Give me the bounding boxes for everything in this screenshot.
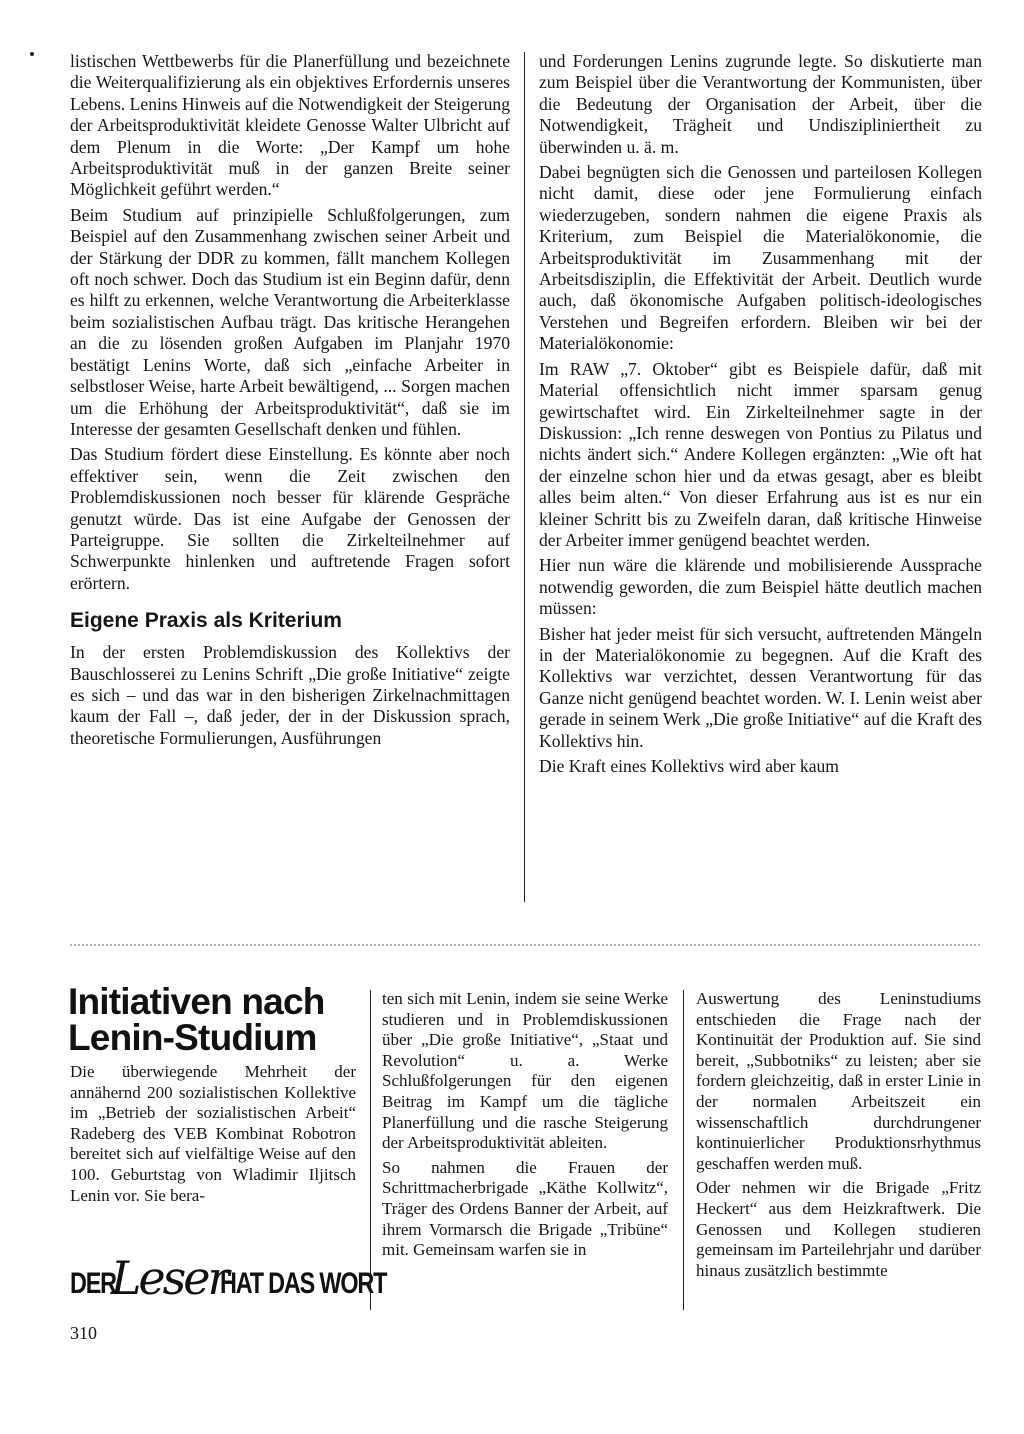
- paragraph: Das Studium fördert diese Einstellung. Es könnte aber noch effektiver sein, wenn die Zeit zwischen den Problemdiskussionen noch besser für klärende Gespräche genutzt würde. Das ist eine Aufgabe der Genossen der Parteigruppe. Sie sollten die Zirkelteilnehmer auf Schwerpunkte hinlenken und auftretende Fragen sofort erörtern.: [70, 444, 510, 593]
- paragraph: Auswertung des Leninstudiums entschieden die Frage nach der Kontinuität der Produktion auf. Sie sind bereit, „Subbotniks“ zu leisten; aber sie fordern gleichzeitig, daß in erster Linie in der normalen Arbeitszeit ein wissenschaftlich durchdrungener kontinuierlicher Produktionsrhythmus geschaffen werden muß.: [696, 989, 981, 1173]
- logo-text-hat-das-wort: HAT DAS WORT: [220, 1267, 387, 1300]
- upper-article-column-2: [539, 51, 982, 777]
- logo-script-leser: Leser: [110, 1251, 227, 1305]
- lower-article-column-3: [696, 989, 981, 1285]
- paragraph: ten sich mit Lenin, indem sie seine Werke studieren und in Problemdiskussionen über „Die große Initiative“, „Staat und Revolution“ u. a. Werke Schlußfolgerungen für den eigenen Beitrag im Kampf um die tägliche Planerfüllung und die rasche Steigerung der Arbeitsproduktivität ableiten.: [382, 989, 668, 1153]
- article-headline: Initiativen nach Lenin-Studium: [68, 981, 325, 1058]
- paragraph: listischen Wettbewerbs für die Planerfüllung und bezeichnete die Weiterqualifizierung als ein objektives Erfordernis unseres Lebens. Lenins Hinweis auf die Notwendigkeit der Steigerung der Arbeitsproduktivität kleidete Genosse Walter Ulbricht auf dem Plenum in die Worte: „Der Kampf um hohe Arbeitsproduktivität muß in der ganzen Breite seiner Möglichkeit geführt werden.“: [70, 51, 510, 200]
- paragraph: Oder nehmen wir die Brigade „Fritz Heckert“ aus dem Heizkraftwerk. Die Genossen und Kollegen studieren gemeinsam im Parteilehrjahr und darüber hinaus zusätzlich bestimmte: [696, 1178, 981, 1280]
- section-subheading: Eigene Praxis als Kriterium: [70, 609, 342, 633]
- column-divider: [524, 52, 525, 902]
- section-separator: [70, 944, 980, 946]
- paragraph: Dabei begnügten sich die Genossen und parteilosen Kollegen nicht damit, diese oder jene Formulierung einfach wiederzugeben, sondern nahmen die eigene Praxis als Kriterium, zum Beispiel die Materialökonomie, die Arbeitsproduktivität im Zusammenhang mit der Arbeitsdisziplin, die Effektivität der Arbeit. Deutlich wurde auch, daß ökonomische Aufgaben politisch-ideologisches Verstehen und Begreifen erfordern. Bleiben wir bei der Materialökonomie:: [539, 162, 982, 354]
- margin-dot: [30, 52, 34, 56]
- logo-text-der: DER: [70, 1267, 116, 1300]
- column-divider: [683, 990, 684, 1310]
- paragraph: Beim Studium auf prinzipielle Schlußfolgerungen, zum Beispiel auf den Zusammenhang zwischen seiner Arbeit und der Stärkung der DDR zu kommen, fällt manchem Kollegen oft noch schwer. Doch das Studium ist ein Beginn dafür, denn es hilft zu erkennen, welche Verantwortung die Arbeiterklasse beim sozialistischen Aufbau trägt. Das kritische Herangehen an die zu lösenden großen Aufgaben im Planjahr 1970 bestätigt Lenins Worte, daß sich „einfache Arbeiter in selbstloser Weise, harte Arbeit bewältigend, ... Sorgen machen um die Erhöhung der Arbeitsproduktivität“, daß sie im Interesse der gesamten Gesellschaft denken und fühlen.: [70, 204, 510, 439]
- paragraph: Im RAW „7. Oktober“ gibt es Beispiele dafür, daß mit Material offensichtlich nicht immer sparsam genug gewirtschaftet wird. Ein Zirkelteilnehmer sagte in der Diskussion: „Ich renne deswegen von Pontius zu Pilatus und nichts ändert sich.“ Andere Kollegen ergänzten: „Wie oft hat der einzelne schon hier und da etwas gesagt, aber es bleibt alles beim alten.“ Von dieser Erfahrung aus ist es nur ein kleiner Schritt bis zu Zweifeln daran, daß kritische Hinweise der Arbeiter immer genügend beachtet werden.: [539, 358, 982, 550]
- paragraph: Bisher hat jeder meist für sich versucht, auftretenden Mängeln in der Materialökonomie zu begegnen. Auf die Kraft des Kollektivs war verzichtet, dessen Verantwortung für das Ganze nicht genügend beachtet worden. W. I. Lenin weist aber gerade in seinem Werk „Die große Initiative“ auf die Kraft des Kollektivs hin.: [539, 623, 982, 751]
- page-number: 310: [70, 1323, 97, 1343]
- paragraph: In der ersten Problemdiskussion des Kollektivs der Bauschlosserei zu Lenins Schrift „Die große Initiative“ zeigte es sich – und das war in den bisherigen Zirkelnachmittagen kaum der Fall –, daß jeder, der in der Diskussion sprach, theoretische Formulierungen, Ausführungen: [70, 642, 510, 748]
- lower-article-column-1: [70, 1062, 356, 1210]
- paragraph: Die Kraft eines Kollektivs wird aber kaum: [539, 756, 839, 776]
- paragraph: und Forderungen Lenins zugrunde legte. So diskutierte man zum Beispiel über die Verantwortung der Kommunisten, über die Bedeutung der Organisation der Arbeit, über die Notwendigkeit, Trägheit und Undiszipliniertheit zu überwinden u. ä. m.: [539, 51, 982, 157]
- paragraph: Die überwiegende Mehrheit der annähernd 200 sozialistischen Kollektive im „Betrieb der sozialistischen Arbeit“ Radeberg des VEB Kombinat Robotron bereitet sich auf vielfältige Weise auf den 100. Geburtstag von Wladimir Iljitsch Lenin vor. Sie bera-: [70, 1062, 356, 1205]
- upper-article-column-1: [70, 51, 510, 749]
- lower-article-column-2: [382, 989, 668, 1265]
- column-divider: [370, 990, 371, 1310]
- paragraph: So nahmen die Frauen der Schrittmacherbrigade „Käthe Kollwitz“, Träger des Ordens Banner der Arbeit, auf ihrem Vormarsch die Brigade „Tribüne“ mit. Gemeinsam warfen sie in: [382, 1157, 668, 1260]
- paragraph: Hier nun wäre die klärende und mobilisierende Aussprache notwendig geworden, die zum Beispiel hätte deutlich machen müssen:: [539, 555, 982, 619]
- rubric-logo: [70, 1251, 387, 1312]
